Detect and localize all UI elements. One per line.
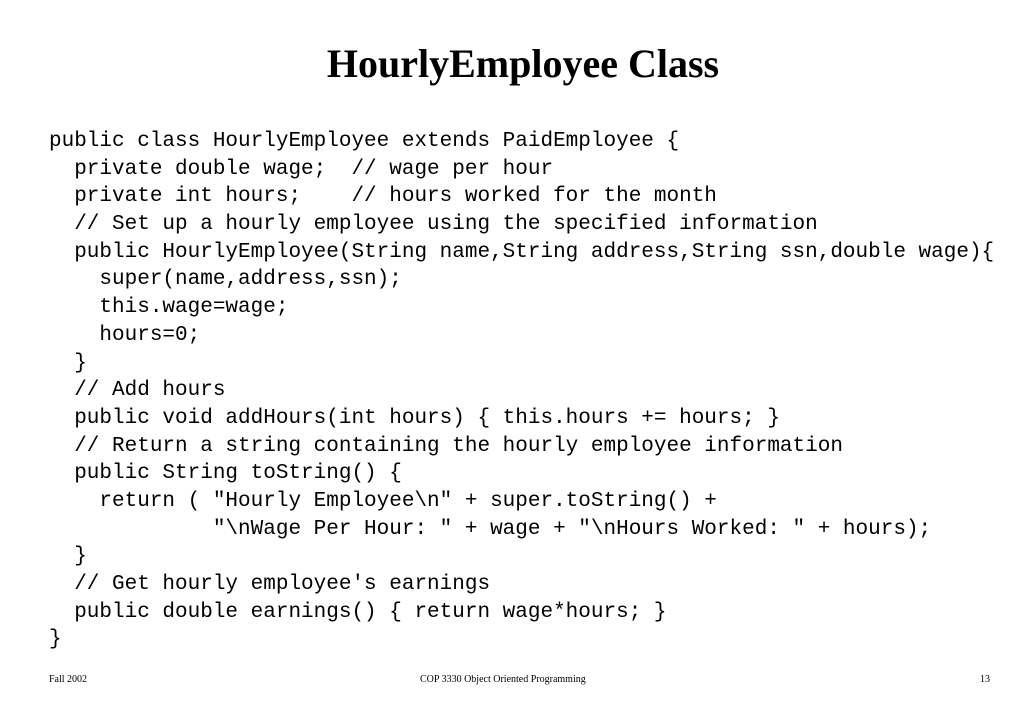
- code-line: public void addHours(int hours) { this.hours += hours; }: [49, 406, 780, 430]
- code-line: // Return a string containing the hourly employee information: [49, 434, 843, 458]
- footer-course: COP 3330 Object Oriented Programming: [420, 674, 586, 685]
- footer-date: Fall 2002: [49, 674, 88, 685]
- slide-title: HourlyEmployee Class: [326, 41, 720, 86]
- page-number: 13: [980, 674, 990, 685]
- code-line: // Add hours: [49, 379, 226, 403]
- code-line: }: [49, 628, 62, 652]
- code-line: }: [49, 545, 87, 569]
- code-line: public String toString() {: [49, 462, 402, 486]
- code-line: public class HourlyEmployee extends PaidEmployee {: [49, 130, 680, 153]
- code-line: this.wage=wage;: [49, 296, 289, 320]
- code-line: // Set up a hourly employee using the specified information: [49, 213, 818, 237]
- code-line: // Get hourly employee's earnings: [49, 573, 491, 596]
- code-line: hours=0;: [49, 323, 201, 347]
- code-line: return ( "Hourly Employee\n" + super.toString() +: [49, 489, 717, 513]
- code-line: public HourlyEmployee(String name,String address,String ssn,double wage){: [49, 240, 995, 264]
- code-line: super(name,address,ssn);: [49, 268, 402, 292]
- code-line: private double wage; // wage per hour: [49, 157, 554, 181]
- code-line: }: [49, 351, 87, 375]
- code-line: public double earnings() { return wage*hours; }: [49, 600, 667, 624]
- code-line: "\nWage Per Hour: " + wage + "\nHours Worked: " + hours);: [49, 517, 932, 541]
- code-line: private int hours; // hours worked for the month: [49, 185, 717, 209]
- code-block: [49, 128, 994, 654]
